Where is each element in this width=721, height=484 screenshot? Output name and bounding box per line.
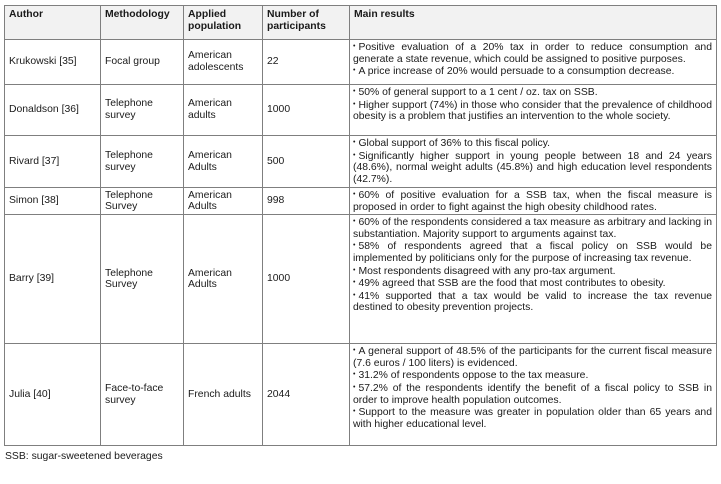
main-results-cell	[350, 85, 717, 136]
population-cell: American Adults	[184, 188, 263, 215]
methodology-cell: Telephone Survey	[101, 188, 184, 215]
main-results-cell	[350, 40, 717, 85]
result-text: 41% supported that a tax would be valid to increase the tax revenue destined to obesity prevention projects.	[353, 290, 712, 314]
main-results-cell	[350, 188, 717, 215]
author-cell: Krukowski [35]	[5, 40, 101, 85]
population-cell: American Adults	[184, 136, 263, 188]
table-header-row	[5, 6, 717, 40]
author-cell: Rivard [37]	[5, 136, 101, 188]
population-cell: American adolescents	[184, 40, 263, 85]
result-text: 58% of respondents agreed that a fiscal policy on SSB would be implemented by politicians only for the purpose of increasing tax revenue.	[353, 241, 712, 264]
table-row	[5, 85, 717, 136]
result-item	[353, 382, 712, 406]
participants-cell: 1000	[263, 85, 350, 136]
table-row	[5, 40, 717, 85]
result-text: 31.2% of respondents oppose to the tax measure.	[358, 370, 589, 382]
bullet-icon: •	[353, 151, 356, 159]
result-item	[353, 277, 712, 290]
footnote: SSB: sugar-sweetened beverages	[5, 451, 163, 463]
result-text: Higher support (74%) in those who consider that the prevalence of childhood obesity is a problem that justifies an intervention to the whole society.	[353, 99, 712, 123]
result-text: A price increase of 20% would persuade to a consumption decrease.	[358, 66, 675, 78]
methodology-cell: Face-to-face survey	[101, 344, 184, 446]
result-item	[353, 150, 712, 186]
result-item	[353, 86, 712, 99]
bullet-icon: •	[353, 266, 356, 274]
bullet-icon: •	[353, 279, 356, 287]
header-participants: Number of participants	[263, 6, 350, 40]
header-author: Author	[5, 6, 101, 40]
result-item	[353, 240, 712, 264]
result-item	[353, 369, 712, 382]
author-cell: Julia [40]	[5, 344, 101, 446]
population-cell: American adults	[184, 85, 263, 136]
result-text: 60% of positive evaluation for a SSB tax, when the fiscal measure is proposed in order to fight against the high obesity childhood rates.	[353, 190, 712, 213]
bullet-icon: •	[353, 242, 356, 250]
result-text: 49% agreed that SSB are the food that most contributes to obesity.	[358, 278, 666, 290]
header-methodology: Methodology	[101, 6, 184, 40]
population-cell: American Adults	[184, 215, 263, 344]
result-item	[353, 265, 712, 278]
participants-cell: 1000	[263, 215, 350, 344]
result-item	[353, 189, 712, 213]
result-item	[353, 99, 712, 123]
table-body	[5, 40, 717, 446]
result-item	[353, 65, 712, 78]
methodology-cell: Telephone Survey	[101, 215, 184, 344]
bullet-icon: •	[353, 43, 356, 50]
result-item	[353, 137, 712, 150]
bullet-icon: •	[353, 383, 356, 391]
methodology-cell: Telephone survey	[101, 136, 184, 188]
result-item	[353, 406, 712, 430]
bullet-icon: •	[353, 191, 356, 198]
header-main-results: Main results	[350, 6, 717, 40]
bullet-icon: •	[353, 408, 356, 416]
result-text: Significantly higher support in young people between 18 and 24 years (48.6%), normal weight adults (45.8%) and high education level respondents (42.7%).	[353, 150, 712, 185]
author-cell: Simon [38]	[5, 188, 101, 215]
participants-cell: 500	[263, 136, 350, 188]
bullet-icon: •	[353, 291, 356, 299]
result-item	[353, 345, 712, 369]
participants-cell: 998	[263, 188, 350, 215]
result-text: 50% of general support to a 1 cent / oz. tax on SSB.	[358, 87, 598, 98]
result-text: 60% of the respondents considered a tax measure as arbitrary and lacking in substantiation. Majority support to arguments against tax.	[353, 217, 712, 240]
result-text: Most respondents disagreed with any pro-tax argument.	[358, 265, 616, 277]
table-row	[5, 215, 717, 344]
bullet-icon: •	[353, 139, 356, 146]
results-table	[4, 5, 717, 446]
main-results-cell	[350, 215, 717, 344]
main-results-cell	[350, 344, 717, 446]
result-text: 57.2% of the respondents identify the benefit of a fiscal policy to SSB in order to improve health population outcomes.	[353, 382, 712, 406]
result-text: Global support of 36% to this fiscal policy.	[358, 138, 551, 149]
participants-cell: 2044	[263, 344, 350, 446]
result-text: Positive evaluation of a 20% tax in order to reduce consumption and generate a state revenue, which could be assigned to positive purposes.	[353, 42, 712, 65]
bullet-icon: •	[353, 100, 356, 108]
population-cell: French adults	[184, 344, 263, 446]
methodology-cell: Telephone survey	[101, 85, 184, 136]
bullet-icon: •	[353, 371, 356, 379]
header-population: Applied population	[184, 6, 263, 40]
table-row	[5, 136, 717, 188]
table-row	[5, 188, 717, 215]
methodology-cell: Focal group	[101, 40, 184, 85]
table-row	[5, 344, 717, 446]
result-item	[353, 216, 712, 240]
result-text: Support to the measure was greater in population older than 65 years and with higher educational level.	[353, 407, 712, 430]
result-item	[353, 41, 712, 65]
bullet-icon: •	[353, 347, 356, 355]
author-cell: Donaldson [36]	[5, 85, 101, 136]
author-cell: Barry [39]	[5, 215, 101, 344]
main-results-cell	[350, 136, 717, 188]
participants-cell: 22	[263, 40, 350, 85]
bullet-icon: •	[353, 88, 356, 95]
result-text: A general support of 48.5% of the participants for the current fiscal measure (7.6 euros / 100 liters) is evidenced.	[353, 346, 712, 369]
result-item	[353, 290, 712, 314]
bullet-icon: •	[353, 218, 356, 226]
bullet-icon: •	[353, 67, 356, 75]
